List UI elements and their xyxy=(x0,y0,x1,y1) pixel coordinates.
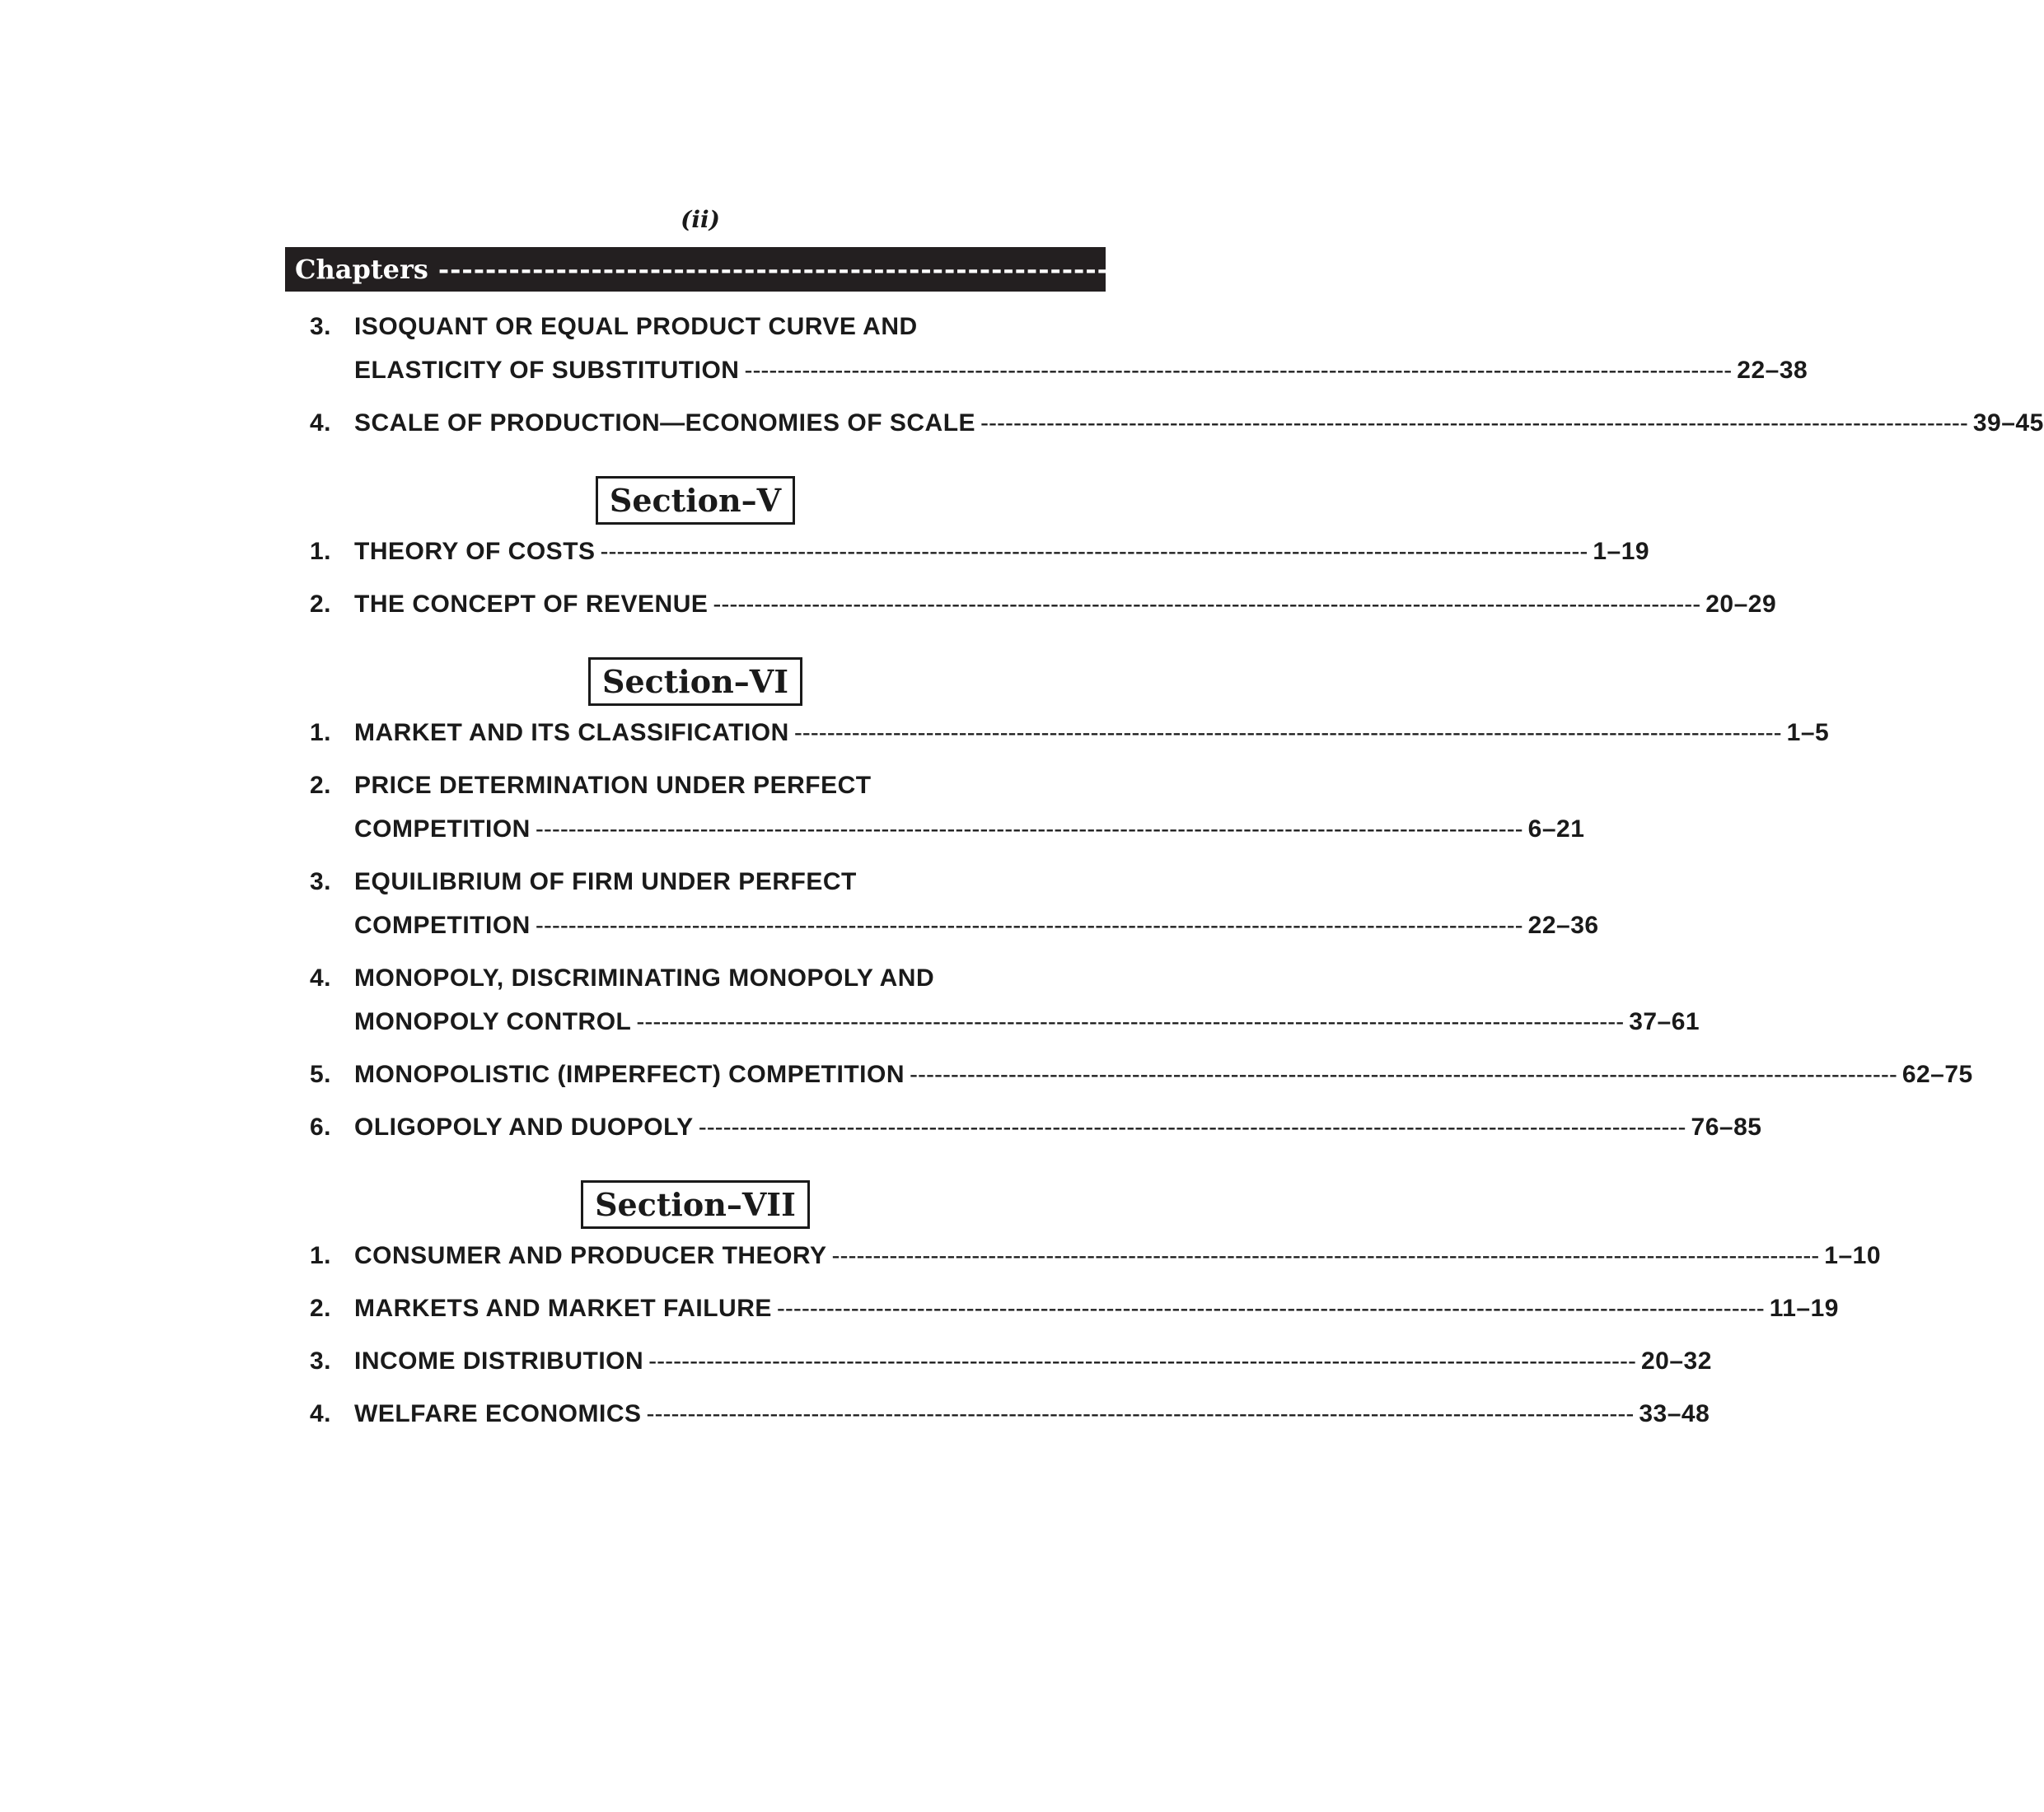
entry-number: 2. xyxy=(310,1295,332,1322)
entry-page-range: 39–45 xyxy=(1972,409,2044,437)
entry-number: 2. xyxy=(310,591,332,618)
leader-dashes: ------------------------------------------------------------------------------------------------------------------------ xyxy=(648,1347,1636,1375)
entry-page-range: 1–5 xyxy=(1786,719,1830,746)
leader-dashes: ------------------------------------------------------------------------------------------------------------------------ xyxy=(535,912,1523,939)
entry-number: 3. xyxy=(310,868,332,895)
entry-title: INCOME DISTRIBUTION xyxy=(354,1347,644,1375)
header-page-no-label: Page No. xyxy=(1859,238,1932,301)
entry-title: THE CONCEPT OF REVENUE xyxy=(354,591,709,618)
entry-title: THEORY OF COSTS xyxy=(354,538,596,565)
leader-dashes: ------------------------------------------------------------------------------------------------------------------------ xyxy=(980,409,1968,437)
entry-number: 3. xyxy=(310,1347,332,1375)
entry-title: MONOPOLY CONTROL xyxy=(354,1008,632,1035)
toc-entry xyxy=(285,1061,1973,1104)
entry-title-line1: ISOQUANT OR EQUAL PRODUCT CURVE AND xyxy=(354,313,918,340)
toc-entry xyxy=(285,1242,1882,1286)
entry-number: 5. xyxy=(310,1061,332,1088)
leader-dashes: ------------------------------------------------------------------------------------------------------------------------ xyxy=(776,1295,1765,1322)
toc-entry xyxy=(285,964,1700,1052)
section-heading: Section–VI xyxy=(588,657,802,706)
entry-page-range: 11–19 xyxy=(1769,1295,1839,1322)
entry-number: 3. xyxy=(310,313,332,340)
toc-entry xyxy=(285,868,1599,955)
leader-dashes: ------------------------------------------------------------------------------------------------------------------------ xyxy=(831,1242,1820,1269)
entry-number: 4. xyxy=(310,1400,332,1427)
section-heading-wrap xyxy=(285,643,1106,719)
toc-entry xyxy=(285,1295,1839,1338)
entry-number: 4. xyxy=(310,409,332,437)
entry-title: WELFARE ECONOMICS xyxy=(354,1400,642,1427)
entry-number: 6. xyxy=(310,1114,332,1141)
toc-entry xyxy=(285,772,1585,859)
entry-number: 1. xyxy=(310,538,332,565)
section-heading: Section–VII xyxy=(581,1180,810,1229)
entry-page-range: 1–10 xyxy=(1824,1242,1882,1269)
entry-page-range: 62–75 xyxy=(1901,1061,1973,1088)
leader-dashes: ------------------------------------------------------------------------------------------------------------------------ xyxy=(636,1008,1625,1035)
leader-dashes: ------------------------------------------------------------------------------------------------------------------------ xyxy=(698,1114,1686,1141)
leader-dashes: ------------------------------------------------------------------------------------------------------------------------ xyxy=(793,719,1782,746)
entry-title-line1: PRICE DETERMINATION UNDER PERFECT xyxy=(354,772,872,799)
entry-title: CONSUMER AND PRODUCER THEORY xyxy=(354,1242,827,1269)
leader-dashes: ------------------------------------------------------------------------------------------------------------------------ xyxy=(909,1061,1897,1088)
page-number: (ii) xyxy=(681,206,720,233)
entry-title: MARKETS AND MARKET FAILURE xyxy=(354,1295,772,1322)
entry-title-line1: MONOPOLY, DISCRIMINATING MONOPOLY AND xyxy=(354,964,935,992)
entry-page-range: 20–29 xyxy=(1705,591,1777,618)
entry-title: ELASTICITY OF SUBSTITUTION xyxy=(354,357,740,384)
leader-dashes: ------------------------------------------------------------------------------------------------------------------------ xyxy=(535,815,1523,843)
leader-dashes: ------------------------------------------------------------------------------------------------------------------------ xyxy=(713,591,1701,618)
toc-entry xyxy=(285,591,1777,634)
section-heading-wrap xyxy=(285,462,1106,538)
entry-number: 4. xyxy=(310,964,332,992)
entry-title: MARKET AND ITS CLASSIFICATION xyxy=(354,719,789,746)
toc-entry xyxy=(285,1347,1712,1391)
section-heading-wrap xyxy=(285,1166,1106,1242)
entry-page-range: 22–38 xyxy=(1737,357,1808,384)
table-of-contents xyxy=(285,313,2044,1453)
toc-entry xyxy=(285,1114,1762,1157)
entry-page-range: 37–61 xyxy=(1629,1008,1700,1035)
toc-entry xyxy=(285,409,2044,453)
toc-entry xyxy=(285,538,1650,581)
entry-title: SCALE OF PRODUCTION—ECONOMIES OF SCALE xyxy=(354,409,976,437)
entry-page-range: 76–85 xyxy=(1691,1114,1762,1141)
entry-title: OLIGOPOLY AND DUOPOLY xyxy=(354,1114,694,1141)
entry-page-range: 1–19 xyxy=(1593,538,1650,565)
section-heading: Section–V xyxy=(596,476,795,525)
header-chapters-label: Chapters xyxy=(295,254,428,285)
leader-dashes: ------------------------------------------------------------------------------------------------------------------------ xyxy=(744,357,1733,384)
toc-header-bar xyxy=(285,238,1932,301)
entry-number: 2. xyxy=(310,772,332,799)
leader-dashes: ------------------------------------------------------------------------------------------------------------------------ xyxy=(600,538,1588,565)
entry-page-range: 22–36 xyxy=(1527,912,1599,939)
toc-entry xyxy=(285,1400,1710,1444)
toc-entry xyxy=(285,719,1830,763)
entry-title: COMPETITION xyxy=(354,912,531,939)
entry-title-line1: EQUILIBRIUM OF FIRM UNDER PERFECT xyxy=(354,868,857,895)
header-leader-dashes: ------------------------------------------------------------------------------------------------------------------------ xyxy=(437,254,1850,285)
entry-number: 1. xyxy=(310,1242,332,1269)
entry-page-range: 20–32 xyxy=(1641,1347,1712,1375)
entry-page-range: 6–21 xyxy=(1527,815,1585,843)
entry-page-range: 33–48 xyxy=(1639,1400,1710,1427)
toc-entry xyxy=(285,313,1808,400)
entry-title: MONOPOLISTIC (IMPERFECT) COMPETITION xyxy=(354,1061,905,1088)
entry-number: 1. xyxy=(310,719,332,746)
entry-title: COMPETITION xyxy=(354,815,531,843)
leader-dashes: ------------------------------------------------------------------------------------------------------------------------ xyxy=(646,1400,1635,1427)
